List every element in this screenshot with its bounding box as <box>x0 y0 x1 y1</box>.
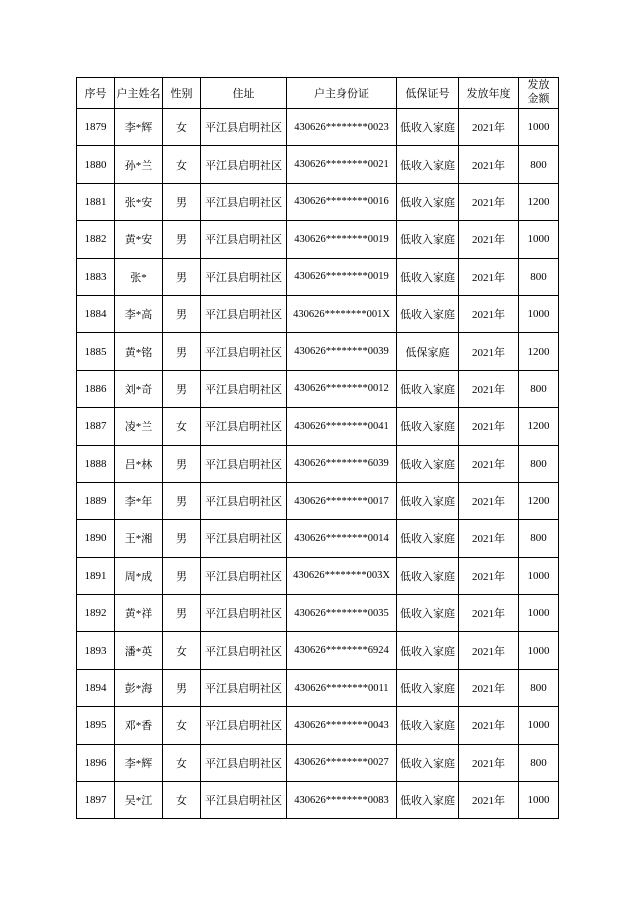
cell-name: 潘*英 <box>115 632 163 669</box>
table-row <box>77 221 559 258</box>
cell-no: 1887 <box>77 408 115 445</box>
cell-address: 平江县启明社区 <box>201 109 287 146</box>
cell-subsidy-type: 低收入家庭 <box>397 632 459 669</box>
cell-name: 凌*兰 <box>115 408 163 445</box>
cell-address: 平江县启明社区 <box>201 782 287 819</box>
cell-year: 2021年 <box>459 632 519 669</box>
cell-name: 黄*安 <box>115 221 163 258</box>
cell-id-number: 430626********0043 <box>287 707 397 744</box>
cell-name: 周*成 <box>115 557 163 594</box>
cell-gender: 男 <box>163 669 201 706</box>
cell-gender: 女 <box>163 109 201 146</box>
cell-gender: 男 <box>163 295 201 332</box>
cell-address: 平江县启明社区 <box>201 744 287 781</box>
table-row <box>77 370 559 407</box>
header-gender: 性别 <box>163 78 201 109</box>
cell-gender: 女 <box>163 408 201 445</box>
table-row <box>77 333 559 370</box>
header-name: 户主姓名 <box>115 78 163 109</box>
cell-gender: 女 <box>163 707 201 744</box>
cell-no: 1889 <box>77 482 115 519</box>
cell-gender: 男 <box>163 221 201 258</box>
cell-gender: 女 <box>163 632 201 669</box>
cell-name: 孙*兰 <box>115 146 163 183</box>
cell-address: 平江县启明社区 <box>201 183 287 220</box>
cell-gender: 女 <box>163 782 201 819</box>
cell-name: 黄*铭 <box>115 333 163 370</box>
cell-gender: 男 <box>163 445 201 482</box>
table-row <box>77 520 559 557</box>
cell-amount: 1000 <box>519 109 559 146</box>
cell-id-number: 430626********0039 <box>287 333 397 370</box>
cell-subsidy-type: 低收入家庭 <box>397 445 459 482</box>
cell-year: 2021年 <box>459 183 519 220</box>
cell-no: 1881 <box>77 183 115 220</box>
cell-year: 2021年 <box>459 669 519 706</box>
table-row <box>77 258 559 295</box>
table-row <box>77 445 559 482</box>
cell-gender: 男 <box>163 258 201 295</box>
cell-name: 李*辉 <box>115 744 163 781</box>
cell-amount: 1000 <box>519 782 559 819</box>
cell-subsidy-type: 低收入家庭 <box>397 370 459 407</box>
cell-id-number: 430626********0019 <box>287 258 397 295</box>
cell-name: 彭*海 <box>115 669 163 706</box>
cell-subsidy-type: 低收入家庭 <box>397 109 459 146</box>
cell-subsidy-type: 低收入家庭 <box>397 221 459 258</box>
cell-id-number: 430626********0011 <box>287 669 397 706</box>
header-amount-label: 发放金额 <box>527 79 550 105</box>
cell-year: 2021年 <box>459 520 519 557</box>
table-body <box>77 109 559 819</box>
cell-id-number: 430626********0027 <box>287 744 397 781</box>
subsidy-table <box>76 77 559 819</box>
cell-year: 2021年 <box>459 109 519 146</box>
cell-amount: 800 <box>519 445 559 482</box>
cell-amount: 1000 <box>519 221 559 258</box>
cell-id-number: 430626********003X <box>287 557 397 594</box>
cell-year: 2021年 <box>459 707 519 744</box>
cell-no: 1883 <box>77 258 115 295</box>
cell-amount: 1000 <box>519 295 559 332</box>
cell-no: 1892 <box>77 595 115 632</box>
cell-gender: 女 <box>163 146 201 183</box>
cell-subsidy-type: 低收入家庭 <box>397 146 459 183</box>
cell-address: 平江县启明社区 <box>201 595 287 632</box>
cell-amount: 1000 <box>519 557 559 594</box>
cell-subsidy-type: 低收入家庭 <box>397 782 459 819</box>
cell-gender: 女 <box>163 744 201 781</box>
header-row <box>77 78 559 109</box>
cell-subsidy-type: 低收入家庭 <box>397 520 459 557</box>
header-amount <box>519 78 559 109</box>
cell-address: 平江县启明社区 <box>201 632 287 669</box>
cell-name: 李*年 <box>115 482 163 519</box>
cell-name: 王*湘 <box>115 520 163 557</box>
cell-address: 平江县启明社区 <box>201 258 287 295</box>
cell-no: 1896 <box>77 744 115 781</box>
table-row <box>77 744 559 781</box>
cell-amount: 800 <box>519 258 559 295</box>
table-row <box>77 557 559 594</box>
table-row <box>77 408 559 445</box>
cell-year: 2021年 <box>459 333 519 370</box>
cell-address: 平江县启明社区 <box>201 408 287 445</box>
table-row <box>77 669 559 706</box>
cell-address: 平江县启明社区 <box>201 445 287 482</box>
cell-id-number: 430626********0014 <box>287 520 397 557</box>
cell-amount: 800 <box>519 146 559 183</box>
cell-no: 1879 <box>77 109 115 146</box>
header-year: 发放年度 <box>459 78 519 109</box>
cell-id-number: 430626********0041 <box>287 408 397 445</box>
cell-name: 邓*香 <box>115 707 163 744</box>
cell-subsidy-type: 低保家庭 <box>397 333 459 370</box>
cell-name: 吴*江 <box>115 782 163 819</box>
header-no: 序号 <box>77 78 115 109</box>
cell-amount: 800 <box>519 520 559 557</box>
cell-subsidy-type: 低收入家庭 <box>397 295 459 332</box>
cell-address: 平江县启明社区 <box>201 146 287 183</box>
header-subsidy-type: 低保证号 <box>397 78 459 109</box>
cell-id-number: 430626********0035 <box>287 595 397 632</box>
cell-amount: 1200 <box>519 183 559 220</box>
cell-address: 平江县启明社区 <box>201 221 287 258</box>
cell-id-number: 430626********0019 <box>287 221 397 258</box>
cell-gender: 男 <box>163 183 201 220</box>
cell-address: 平江县启明社区 <box>201 370 287 407</box>
cell-address: 平江县启明社区 <box>201 482 287 519</box>
table-row <box>77 183 559 220</box>
cell-gender: 男 <box>163 333 201 370</box>
cell-gender: 男 <box>163 520 201 557</box>
cell-id-number: 430626********001X <box>287 295 397 332</box>
cell-no: 1884 <box>77 295 115 332</box>
cell-amount: 800 <box>519 370 559 407</box>
cell-amount: 800 <box>519 669 559 706</box>
cell-subsidy-type: 低收入家庭 <box>397 408 459 445</box>
cell-no: 1890 <box>77 520 115 557</box>
cell-subsidy-type: 低收入家庭 <box>397 707 459 744</box>
cell-year: 2021年 <box>459 258 519 295</box>
cell-name: 吕*林 <box>115 445 163 482</box>
table-row <box>77 482 559 519</box>
cell-no: 1886 <box>77 370 115 407</box>
table-row <box>77 109 559 146</box>
cell-amount: 1200 <box>519 482 559 519</box>
cell-subsidy-type: 低收入家庭 <box>397 183 459 220</box>
cell-no: 1882 <box>77 221 115 258</box>
cell-no: 1894 <box>77 669 115 706</box>
cell-subsidy-type: 低收入家庭 <box>397 744 459 781</box>
cell-amount: 1200 <box>519 333 559 370</box>
table-row <box>77 632 559 669</box>
cell-year: 2021年 <box>459 557 519 594</box>
cell-subsidy-type: 低收入家庭 <box>397 669 459 706</box>
table-row <box>77 707 559 744</box>
cell-amount: 1000 <box>519 595 559 632</box>
table-header <box>77 78 559 109</box>
cell-name: 张*安 <box>115 183 163 220</box>
cell-id-number: 430626********6039 <box>287 445 397 482</box>
cell-gender: 男 <box>163 370 201 407</box>
cell-id-number: 430626********0017 <box>287 482 397 519</box>
cell-name: 刘*奇 <box>115 370 163 407</box>
cell-name: 黄*祥 <box>115 595 163 632</box>
cell-id-number: 430626********0083 <box>287 782 397 819</box>
cell-address: 平江县启明社区 <box>201 669 287 706</box>
cell-year: 2021年 <box>459 744 519 781</box>
cell-address: 平江县启明社区 <box>201 295 287 332</box>
cell-year: 2021年 <box>459 445 519 482</box>
cell-name: 张* <box>115 258 163 295</box>
cell-gender: 男 <box>163 482 201 519</box>
cell-id-number: 430626********0023 <box>287 109 397 146</box>
table-row <box>77 295 559 332</box>
cell-id-number: 430626********0012 <box>287 370 397 407</box>
cell-amount: 800 <box>519 744 559 781</box>
cell-subsidy-type: 低收入家庭 <box>397 595 459 632</box>
cell-name: 李*辉 <box>115 109 163 146</box>
cell-year: 2021年 <box>459 146 519 183</box>
table-row <box>77 146 559 183</box>
cell-year: 2021年 <box>459 595 519 632</box>
cell-id-number: 430626********0016 <box>287 183 397 220</box>
cell-no: 1897 <box>77 782 115 819</box>
cell-no: 1893 <box>77 632 115 669</box>
cell-address: 平江县启明社区 <box>201 520 287 557</box>
table-row <box>77 782 559 819</box>
cell-id-number: 430626********6924 <box>287 632 397 669</box>
cell-subsidy-type: 低收入家庭 <box>397 557 459 594</box>
cell-year: 2021年 <box>459 295 519 332</box>
cell-name: 李*高 <box>115 295 163 332</box>
cell-no: 1880 <box>77 146 115 183</box>
cell-year: 2021年 <box>459 370 519 407</box>
cell-subsidy-type: 低收入家庭 <box>397 482 459 519</box>
cell-gender: 男 <box>163 595 201 632</box>
cell-subsidy-type: 低收入家庭 <box>397 258 459 295</box>
cell-year: 2021年 <box>459 482 519 519</box>
cell-amount: 1000 <box>519 632 559 669</box>
document-sheet <box>76 77 558 819</box>
cell-year: 2021年 <box>459 782 519 819</box>
cell-address: 平江县启明社区 <box>201 707 287 744</box>
cell-year: 2021年 <box>459 221 519 258</box>
header-address: 住址 <box>201 78 287 109</box>
cell-id-number: 430626********0021 <box>287 146 397 183</box>
cell-amount: 1200 <box>519 408 559 445</box>
header-id-number: 户主身份证 <box>287 78 397 109</box>
cell-gender: 男 <box>163 557 201 594</box>
cell-no: 1885 <box>77 333 115 370</box>
cell-address: 平江县启明社区 <box>201 557 287 594</box>
cell-amount: 1000 <box>519 707 559 744</box>
cell-no: 1888 <box>77 445 115 482</box>
cell-no: 1891 <box>77 557 115 594</box>
cell-no: 1895 <box>77 707 115 744</box>
cell-address: 平江县启明社区 <box>201 333 287 370</box>
cell-year: 2021年 <box>459 408 519 445</box>
table-row <box>77 595 559 632</box>
